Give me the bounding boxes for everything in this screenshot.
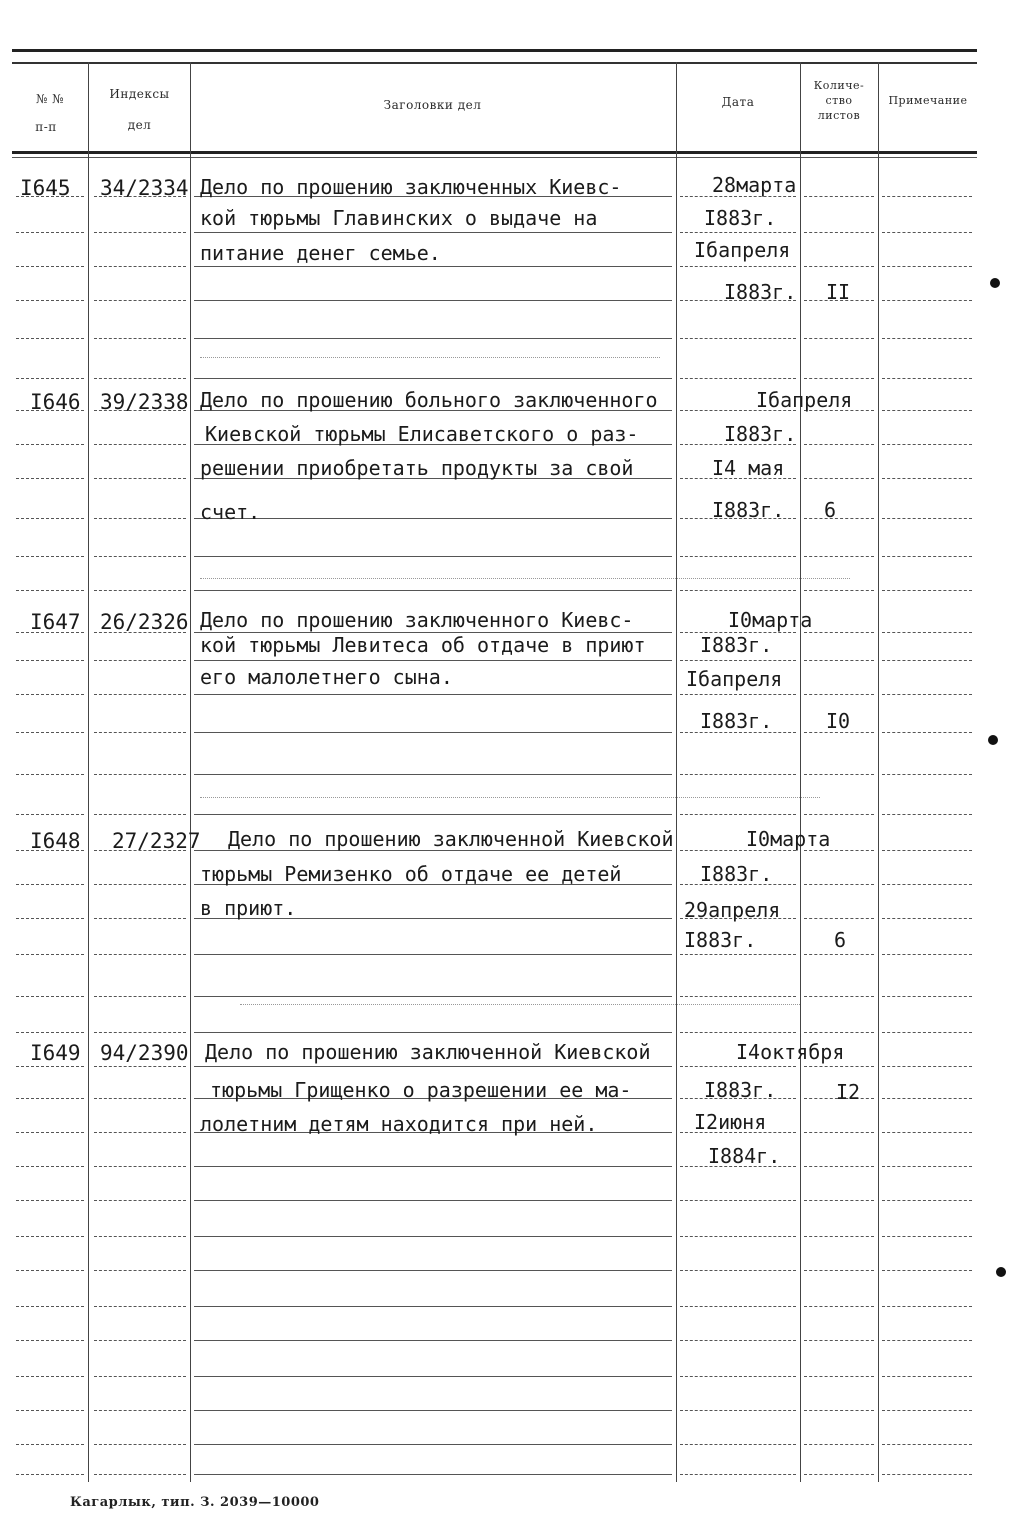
- entry-date-line: I883г.: [724, 280, 797, 304]
- ruled-line: [94, 266, 186, 267]
- entry-date-line: I0марта: [728, 608, 813, 632]
- ruled-line: [16, 660, 84, 661]
- ruled-line: [680, 1032, 796, 1033]
- ruled-line: [94, 774, 186, 775]
- ruled-line: [94, 590, 186, 591]
- ruled-line: [94, 814, 186, 815]
- ruled-line: [882, 660, 972, 661]
- ruled-line: [94, 918, 186, 919]
- ruled-line: [680, 378, 796, 379]
- entry-date-line: I883г.: [724, 422, 797, 446]
- ruled-line: [16, 1032, 84, 1033]
- ruled-line: [804, 996, 874, 997]
- show-through-mark: [200, 797, 820, 798]
- ruled-line: [804, 590, 874, 591]
- ruled-line: [16, 884, 84, 885]
- ruled-line: [882, 1132, 972, 1133]
- ruled-line: [16, 444, 84, 445]
- ruled-line: [194, 1306, 672, 1307]
- ruled-line: [94, 996, 186, 997]
- ruled-line: [882, 444, 972, 445]
- entry-title-line: тюрьмы Грищенко о разрешении ее ма-: [210, 1078, 632, 1102]
- entry-number: I645: [20, 176, 71, 200]
- ruled-line: [804, 694, 874, 695]
- ruled-line: [882, 1032, 972, 1033]
- ruled-line: [94, 1236, 186, 1237]
- ruled-line: [680, 1474, 796, 1475]
- header-sheet-count: [800, 78, 878, 123]
- header-bottom-rule: [12, 151, 977, 154]
- ruled-line: [804, 444, 874, 445]
- ruled-line: [882, 196, 972, 197]
- ruled-line: [804, 556, 874, 557]
- ruled-line: [882, 338, 972, 339]
- ruled-line: [16, 232, 84, 233]
- ruled-line: [194, 1032, 672, 1033]
- ruled-line: [882, 1410, 972, 1411]
- ruled-line: [16, 732, 84, 733]
- ruled-line: [16, 1474, 84, 1475]
- ruled-line: [804, 1340, 874, 1341]
- entry-number: I647: [30, 610, 81, 634]
- ruled-line: [16, 300, 84, 301]
- entry-date-line: 29апреля: [684, 898, 781, 922]
- ruled-line: [882, 1270, 972, 1271]
- entry-title-line: его малолетнего сына.: [200, 665, 453, 689]
- ruled-line: [94, 518, 186, 519]
- entry-index: 39/2338: [100, 390, 189, 414]
- ruled-line: [194, 556, 672, 557]
- ruled-line: [94, 300, 186, 301]
- entry-sheet-count: 6: [824, 498, 837, 522]
- entry-sheet-count: 6: [834, 928, 847, 952]
- ruled-line: [194, 300, 672, 301]
- entry-title-line: Дело по прошению больного заключенного: [200, 388, 658, 412]
- entry-index: 94/2390: [100, 1041, 189, 1065]
- entry-date-line: I883г.: [700, 709, 773, 733]
- ruled-line: [194, 954, 672, 955]
- column-rule-title: [676, 62, 677, 1482]
- ruled-line: [882, 954, 972, 955]
- ruled-line: [16, 1306, 84, 1307]
- ruled-line: [94, 338, 186, 339]
- ruled-line: [94, 660, 186, 661]
- header-number-sub: п-п: [35, 120, 57, 134]
- ruled-line: [882, 300, 972, 301]
- ruled-line: [194, 232, 672, 233]
- show-through-mark: [200, 578, 850, 579]
- ruled-line: [194, 266, 672, 267]
- ruled-line: [804, 1132, 874, 1133]
- ruled-line: [882, 556, 972, 557]
- ruled-line: [882, 1376, 972, 1377]
- ruled-line: [94, 232, 186, 233]
- entry-index: 27/2327: [112, 829, 201, 853]
- ruled-line: [16, 1200, 84, 1201]
- ruled-line: [194, 694, 672, 695]
- ruled-line: [16, 954, 84, 955]
- ruled-line: [882, 732, 972, 733]
- ruled-line: [94, 478, 186, 479]
- ruled-line: [882, 1474, 972, 1475]
- ruled-line: [804, 232, 874, 233]
- ruled-line: [882, 266, 972, 267]
- ruled-line: [680, 266, 796, 267]
- ruled-line: [94, 1340, 186, 1341]
- ruled-line: [16, 1236, 84, 1237]
- entry-title-line: тюрьмы Ремизенко об отдаче ее детей: [200, 862, 622, 886]
- ruled-line: [16, 814, 84, 815]
- entry-date-line: I0марта: [746, 827, 831, 851]
- ruled-line: [680, 556, 796, 557]
- column-rule-index: [190, 62, 191, 1482]
- ruled-line: [882, 590, 972, 591]
- ruled-line: [804, 518, 874, 519]
- column-rule-count: [878, 62, 879, 1482]
- entry-title-line: питание денег семье.: [200, 241, 441, 265]
- ruled-line: [16, 1340, 84, 1341]
- entry-date-line: I883г.: [704, 206, 777, 230]
- ruled-line: [680, 1306, 796, 1307]
- ruled-line: [94, 732, 186, 733]
- ruled-line: [194, 1376, 672, 1377]
- ruled-line: [882, 918, 972, 919]
- ruled-line: [194, 1340, 672, 1341]
- ruled-line: [16, 1376, 84, 1377]
- header-bottom-rule-secondary: [12, 157, 977, 158]
- ruled-line: [194, 1444, 672, 1445]
- entry-date-line: Iбапреля: [756, 388, 853, 412]
- entry-title-line: в приют.: [200, 896, 297, 920]
- ruled-line: [94, 884, 186, 885]
- ruled-line: [680, 1236, 796, 1237]
- ruled-line: [680, 694, 796, 695]
- top-rule: [12, 49, 977, 52]
- ruled-line: [882, 1340, 972, 1341]
- ruled-line: [804, 1444, 874, 1445]
- ruled-line: [94, 1270, 186, 1271]
- ruled-line: [94, 954, 186, 955]
- header-index: Индексы: [109, 87, 170, 101]
- ruled-line: [16, 1166, 84, 1167]
- printer-imprint: Кагарлык, тип. З. 2039—10000: [70, 1495, 320, 1510]
- ruled-line: [804, 378, 874, 379]
- ruled-line: [882, 1306, 972, 1307]
- ruled-line: [16, 1098, 84, 1099]
- header-sheet-count-line1: Количе-: [813, 79, 865, 92]
- ruled-line: [194, 660, 672, 661]
- ruled-line: [94, 1132, 186, 1133]
- ruled-line: [804, 1066, 874, 1067]
- entry-sheet-count: I0: [826, 709, 851, 733]
- ruled-line: [16, 266, 84, 267]
- ruled-line: [194, 1066, 672, 1067]
- ruled-line: [882, 518, 972, 519]
- ruled-line: [94, 1200, 186, 1201]
- entry-date-line: I883г.: [684, 928, 757, 952]
- entry-sheet-count: II: [826, 280, 851, 304]
- ruled-line: [882, 814, 972, 815]
- ruled-line: [16, 556, 84, 557]
- entry-date-line: Iбапреля: [686, 667, 783, 691]
- header-title: Заголовки дел: [383, 98, 482, 112]
- ruled-line: [94, 378, 186, 379]
- entry-date-line: I883г.: [704, 1078, 777, 1102]
- top-rule-secondary: [12, 62, 977, 64]
- ruled-line: [16, 1270, 84, 1271]
- ruled-line: [16, 378, 84, 379]
- ruled-line: [16, 774, 84, 775]
- ruled-line: [804, 1376, 874, 1377]
- ruled-line: [804, 1474, 874, 1475]
- ruled-line: [882, 1236, 972, 1237]
- ruled-line: [804, 478, 874, 479]
- ruled-line: [882, 694, 972, 695]
- entry-number: I649: [30, 1041, 81, 1065]
- ruled-line: [94, 1098, 186, 1099]
- ruled-line: [16, 1132, 84, 1133]
- ruled-line: [680, 814, 796, 815]
- ruled-line: [94, 694, 186, 695]
- entry-title-line: кой тюрьмы Левитеса об отдаче в приют: [200, 633, 646, 657]
- ruled-line: [194, 774, 672, 775]
- entry-title-line: Дело по прошению заключенного Киевс-: [200, 608, 634, 632]
- ruled-line: [804, 774, 874, 775]
- ruled-line: [804, 918, 874, 919]
- show-through-mark: [240, 1004, 800, 1005]
- ruled-line: [882, 850, 972, 851]
- ruled-line: [94, 1166, 186, 1167]
- entry-date-line: I2июня: [694, 1110, 767, 1134]
- ruled-line: [94, 556, 186, 557]
- ruled-line: [680, 1066, 796, 1067]
- ruled-line: [804, 1270, 874, 1271]
- entry-title-line: Дело по прошению заключенной Киевской: [228, 827, 674, 851]
- ruled-line: [804, 1200, 874, 1201]
- entry-date-line: 28марта: [712, 173, 797, 197]
- ruled-line: [882, 774, 972, 775]
- header-date: Дата: [721, 95, 755, 109]
- ruled-line: [882, 410, 972, 411]
- ruled-line: [94, 1376, 186, 1377]
- ruled-line: [194, 1200, 672, 1201]
- ruled-line: [882, 884, 972, 885]
- entry-title-line: кой тюрьмы Главинских о выдаче на: [200, 206, 598, 230]
- ruled-line: [16, 1066, 84, 1067]
- header-sheet-count-line2: ство: [825, 94, 853, 107]
- ruled-line: [680, 1410, 796, 1411]
- ruled-line: [680, 338, 796, 339]
- ruled-line: [16, 590, 84, 591]
- ruled-line: [882, 632, 972, 633]
- ruled-line: [194, 814, 672, 815]
- ruled-line: [680, 1270, 796, 1271]
- ruled-line: [804, 954, 874, 955]
- entry-date-line: I883г.: [712, 498, 785, 522]
- show-through-mark: [200, 357, 660, 358]
- ruled-line: [194, 1270, 672, 1271]
- entry-sheet-count: I2: [836, 1080, 861, 1104]
- ruled-line: [680, 996, 796, 997]
- ruled-line: [804, 660, 874, 661]
- ruled-line: [804, 1236, 874, 1237]
- ruled-line: [804, 632, 874, 633]
- ruled-line: [94, 1306, 186, 1307]
- ruled-line: [94, 1410, 186, 1411]
- ruled-line: [16, 918, 84, 919]
- ruled-line: [882, 1098, 972, 1099]
- ruled-line: [804, 884, 874, 885]
- column-rule-date: [800, 62, 801, 1482]
- ruled-line: [16, 1410, 84, 1411]
- ruled-line: [882, 378, 972, 379]
- ruled-line: [804, 196, 874, 197]
- ruled-line: [882, 1200, 972, 1201]
- entry-date-line: I4октября: [736, 1040, 845, 1064]
- ruled-line: [194, 1166, 672, 1167]
- ruled-line: [882, 1166, 972, 1167]
- entry-number: I648: [30, 829, 81, 853]
- entry-index: 34/2334: [100, 176, 189, 200]
- ruled-line: [94, 1474, 186, 1475]
- ruled-line: [882, 1444, 972, 1445]
- ruled-line: [194, 732, 672, 733]
- ruled-line: [804, 338, 874, 339]
- entry-title-line: Киевской тюрьмы Елисаветского о раз-: [205, 422, 639, 446]
- ruled-line: [680, 774, 796, 775]
- header-number: № №: [35, 92, 65, 106]
- entry-title-line: счет.: [200, 500, 261, 524]
- entry-date-line: Iбапреля: [694, 238, 791, 262]
- entry-date-line: I883г.: [700, 862, 773, 886]
- ruled-line: [194, 338, 672, 339]
- header-note: Примечание: [888, 94, 968, 107]
- entry-title-line: решении приобретать продукты за свой: [200, 456, 634, 480]
- ruled-line: [680, 1376, 796, 1377]
- entry-index: 26/2326: [100, 610, 189, 634]
- ruled-line: [16, 478, 84, 479]
- entry-title-line: лолетним детям находится при ней.: [200, 1112, 598, 1136]
- ruled-line: [680, 1200, 796, 1201]
- ruled-line: [882, 232, 972, 233]
- ruled-line: [16, 996, 84, 997]
- ruled-line: [680, 1340, 796, 1341]
- ruled-line: [804, 1410, 874, 1411]
- column-rule-number: [88, 62, 89, 1482]
- ruled-line: [680, 660, 796, 661]
- entry-title-line: Дело по прошению заключенной Киевской: [205, 1040, 651, 1064]
- entry-date-line: I883г.: [700, 633, 773, 657]
- ruled-line: [94, 1444, 186, 1445]
- header-sheet-count-line3: листов: [817, 109, 861, 122]
- ruled-line: [804, 1032, 874, 1033]
- entry-date-line: I4 мая: [712, 456, 785, 480]
- binding-hole-dot: [996, 1267, 1006, 1277]
- ruled-line: [882, 1066, 972, 1067]
- binding-hole-dot: [990, 278, 1000, 288]
- ruled-line: [680, 590, 796, 591]
- ruled-line: [804, 266, 874, 267]
- ruled-line: [194, 996, 672, 997]
- entry-number: I646: [30, 390, 81, 414]
- ruled-line: [94, 1032, 186, 1033]
- ruled-line: [804, 814, 874, 815]
- ruled-line: [16, 1444, 84, 1445]
- ruled-line: [16, 694, 84, 695]
- ruled-line: [94, 444, 186, 445]
- entry-title-line: Дело по прошению заключенных Киевс-: [200, 175, 622, 199]
- ruled-line: [16, 338, 84, 339]
- ruled-line: [680, 232, 796, 233]
- ruled-line: [194, 378, 672, 379]
- ruled-line: [680, 1444, 796, 1445]
- binding-hole-dot: [988, 735, 998, 745]
- header-index-sub: дел: [127, 118, 152, 132]
- ruled-line: [194, 1410, 672, 1411]
- ruled-line: [882, 996, 972, 997]
- ruled-line: [194, 1474, 672, 1475]
- ruled-line: [94, 1066, 186, 1067]
- ruled-line: [16, 518, 84, 519]
- ruled-line: [882, 478, 972, 479]
- ruled-line: [804, 1166, 874, 1167]
- ruled-line: [194, 518, 672, 519]
- ruled-line: [194, 590, 672, 591]
- ruled-line: [680, 954, 796, 955]
- ruled-line: [194, 1236, 672, 1237]
- entry-date-line: I884г.: [708, 1144, 781, 1168]
- ruled-line: [804, 1306, 874, 1307]
